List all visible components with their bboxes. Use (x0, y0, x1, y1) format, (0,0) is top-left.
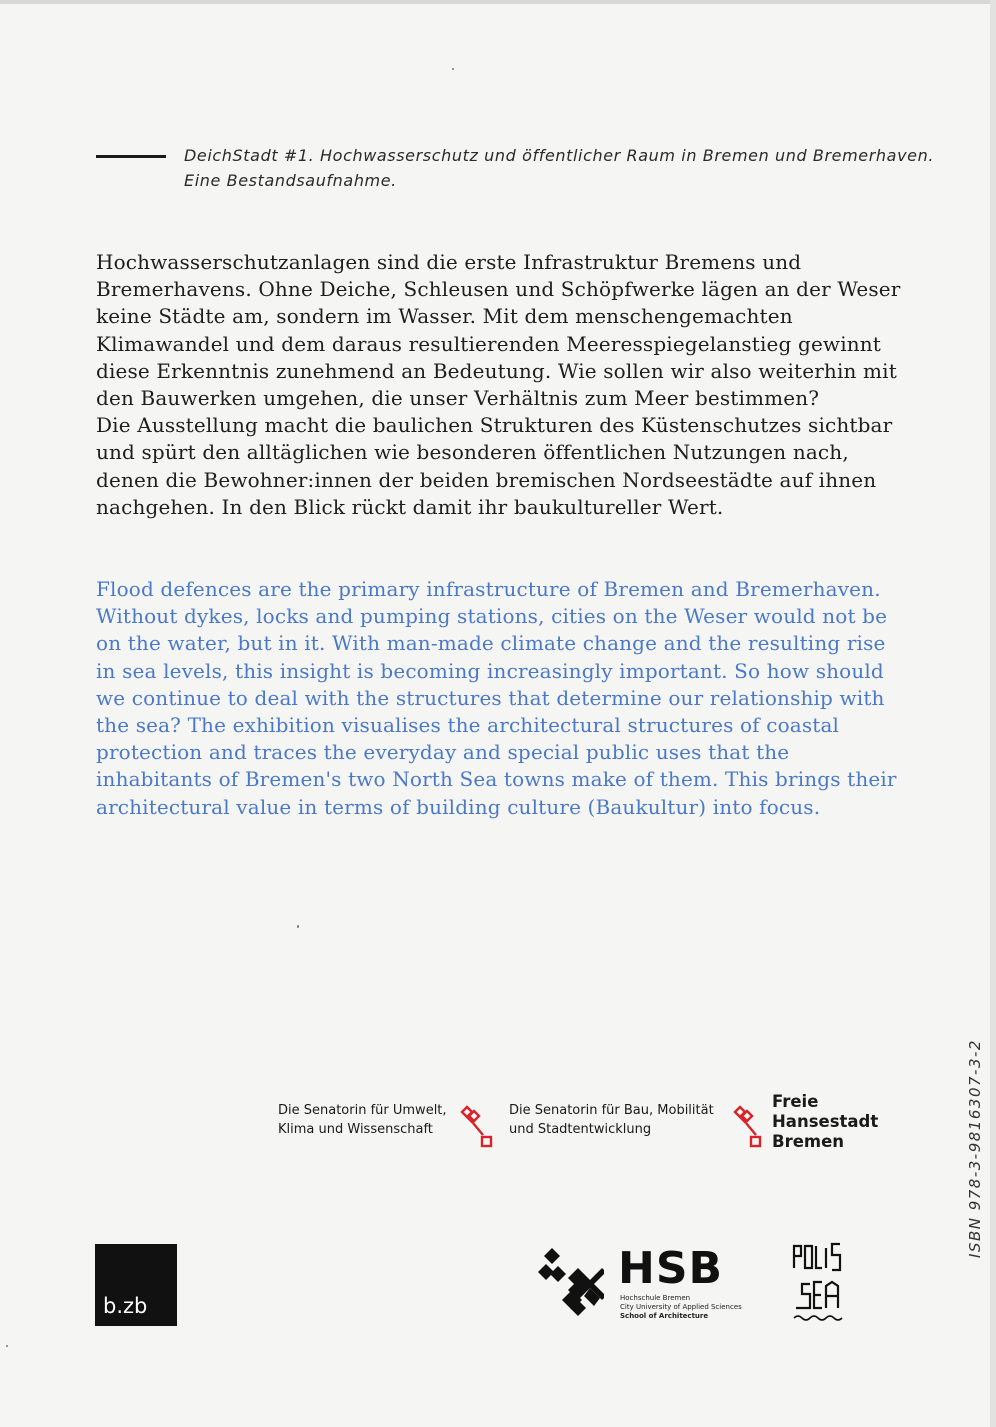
hsb-logo-name: HSB (618, 1243, 724, 1294)
blurb-line: Without dykes, locks and pumping stations, cities on the Weser would not be (96, 604, 888, 629)
blurb-line: inhabitants of Bremen's two North Sea towns make of them. This brings their (96, 767, 897, 792)
paper-speck (297, 925, 299, 928)
sponsor-line: Hansestadt (772, 1112, 879, 1131)
hsb-sub-line: City University of Applied Sciences (620, 1303, 742, 1311)
blurb-line: den Bauwerken umgehen, die unser Verhältnis zum Meer bestimmen? (96, 386, 820, 411)
blurb-line: the sea? The exhibition visualises the architectural structures of coastal (96, 713, 840, 738)
blurb-line: in sea levels, this insight is becoming increasingly important. So how should (96, 658, 884, 683)
paper-speck (6, 1345, 8, 1347)
bremen-key-crest-icon (456, 1102, 496, 1152)
bzb-logo-text: b.zb (103, 1294, 148, 1318)
page-edge-top (0, 0, 996, 4)
blurb-line: nachgehen. In den Blick rückt damit ihr baukultureller Wert. (96, 494, 724, 519)
sponsor-senator-bau (509, 1101, 714, 1139)
blurb-line: Klimawandel und dem daraus resultierenden Meeresspiegelanstieg gewinnt (96, 331, 881, 356)
bremen-key-crest-icon (729, 1102, 769, 1152)
blurb-line: on the water, but in it. With man-made climate change and the resulting rise (96, 631, 886, 656)
hsb-x-mark-icon (538, 1244, 604, 1318)
blurb-line: Flood defences are the primary infrastructure of Bremen and Bremerhaven. (96, 577, 881, 601)
paper-speck (452, 68, 454, 70)
hsb-sub-line: Hochschule Bremen (620, 1294, 691, 1302)
blurb-line: Bremerhavens. Ohne Deiche, Schleusen und Schöpfwerke lägen an der Weser (96, 277, 901, 302)
hsb-sub-line: School of Architecture (620, 1312, 709, 1320)
blurb-line: protection and traces the everyday and special public uses that the (96, 740, 790, 765)
blurb-line: keine Städte am, sondern im Wasser. Mit dem menschengemachten (96, 304, 793, 329)
german-blurb (96, 249, 936, 521)
hsb-logo-subtitle (620, 1294, 742, 1321)
bzb-logo (95, 1244, 177, 1326)
blurb-line: we continue to deal with the structures that determine our relationship with (96, 685, 885, 710)
english-blurb (96, 576, 936, 821)
blurb-line: Die Ausstellung macht die baulichen Strukturen des Küstenschutzes sichtbar (96, 413, 893, 438)
sponsor-line: Die Senatorin für Bau, Mobilität (509, 1103, 714, 1118)
sponsor-line: und Stadtentwicklung (509, 1122, 652, 1137)
title-line: Eine Bestandsaufnahme. (184, 171, 397, 190)
sponsor-line: Bremen (772, 1132, 845, 1151)
blurb-line: Hochwasserschutzanlagen sind die erste Infrastruktur Bremens und (96, 250, 802, 274)
sponsor-senator-umwelt (278, 1101, 447, 1139)
blurb-line: architectural value in terms of building culture (Baukultur) into focus. (96, 794, 821, 819)
page-edge-right (990, 0, 996, 1427)
blurb-line: diese Erkenntnis zunehmend an Bedeutung. Wie sollen wir also weiterhin mit (96, 358, 897, 383)
sponsor-line: Klima und Wissenschaft (278, 1122, 433, 1137)
blurb-line: denen die Bewohner:innen der beiden bremischen Nordseestädte auf ihnen (96, 467, 877, 492)
sponsor-line: Freie (772, 1092, 819, 1111)
title-line: DeichStadt #1. Hochwasserschutz und öffentlicher Raum in Bremen und Bremerhaven. (184, 146, 935, 165)
sponsor-line: Die Senatorin für Umwelt, (278, 1103, 447, 1118)
blurb-line: und spürt den alltäglichen wie besonderen öffentlichen Nutzungen nach, (96, 440, 849, 465)
polis-sea-logo (790, 1240, 850, 1328)
title-rule (96, 155, 166, 158)
sponsor-freie-hansestadt-bremen (772, 1092, 878, 1152)
book-title (184, 143, 944, 193)
isbn-number: ISBN 978-3-9816307-3-2 (966, 1039, 984, 1258)
